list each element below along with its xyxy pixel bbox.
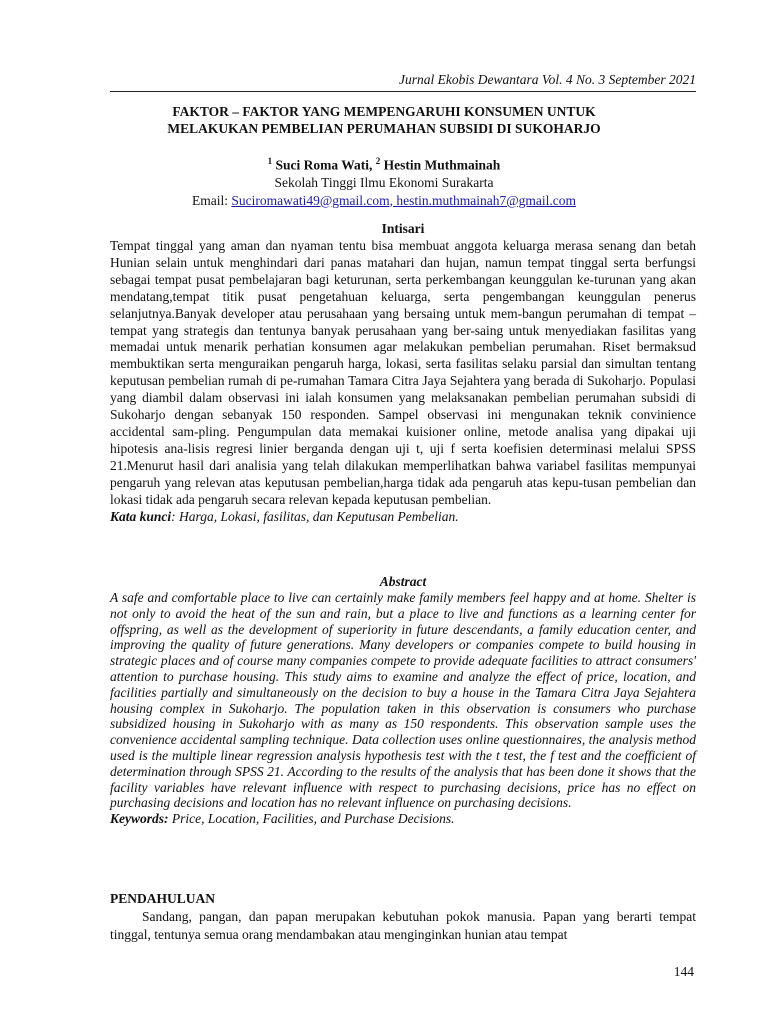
author-1-name: Suci Roma Wati, bbox=[275, 157, 373, 173]
email-link[interactable]: Suciromawati49@gmail.com, hestin.muthmainah7@gmail.com bbox=[231, 192, 577, 208]
intisari-text: Tempat tinggal yang aman dan nyaman tentu bisa membuat anggota keluarga merasa senang dan betah Hunian selain untuk menghindari dari panas matahari dan hujan, namun tempat tinggal serta berfungsi sebagai tempat pusat pembelajaran bagi keturunan, serta perkembangan keunggulan ke-turunan yang akan mendatang,tempat titik pusat pengetahuan keluarga, serta pengembangan keunggulan penerus selanjutnya.Banyak developer atau perusahaan yang bersaing untuk mem-bangun perumahan di tempat – tempat yang strategis dan tentunya banyak perusahaan yang ber-saing untuk menyediakan fasilitas yang memadai untuk menarik perhatian konsumen agar melakukan pembelian perumahan. Riset bermaksud membuktikan serta menguraikan pengaruh harga, lokasi, serta fasilitas selaku parsial dan simultan tentang keputusan pembelian rumah di pe-rumahan Tamara Citra Jaya Sejahtera yang berada di Sukoharjo. Populasi yang diambil dalam observasi ini ialah konsumen yang melaksanakan pembelian perumahan subsidi di Sukoharjo dengan sebanyak 150 responden. Sampel observasi ini mengunakan teknik convinience accidental sam-pling. Pengumpulan data memakai kuisioner online, metode analisa yang dipakai uji hipotesis ana-lisis regresi linier berganda dengan uji t, uji f serta koefisien determinasi melalui SPSS 21.Menurut hasil dari analisia yang telah dilakukan memperlihatkan bahwa variabel fasilitas mempunyai pengaruh yang relevan atas keputusan pembelian,harga tidak ada pengaruh atas kepu-tusan pembelian dan lokasi tidak ada pengaruh secara relevan kepada keputusan pembelian. bbox=[110, 238, 696, 507]
abstract-heading: Abstract bbox=[379, 574, 427, 589]
email-line bbox=[100, 192, 668, 210]
title-line-1: FAKTOR – FAKTOR YANG MEMPENGARUHI KONSUMEN UNTUK bbox=[172, 104, 596, 119]
intisari-keywords-text: : Harga, Lokasi, fasilitas, dan Keputusan Pembelian. bbox=[171, 508, 459, 524]
paper-title bbox=[100, 103, 668, 137]
author-1-sup: 1 bbox=[267, 156, 273, 166]
abstract-keywords-text: Price, Location, Facilities, and Purchase Decisions. bbox=[168, 811, 455, 827]
abstract-text: A safe and comfortable place to live can certainly make family members feel happy and at home. Shelter is not only to avoid the heat of the sun and rain, but a place to live and functions as a learning center for offspring, as well as the development of superiority in future descendants, a family education center, and improving the quality of future generations. Many developers or companies compete to build housing in strategic places and of course many companies compete to provide adequate facilities to attract consumers' attention to purchase housing. This study aims to examine and analyze the effect of price, location, and facilities partially and simultaneously on the decision to buy a house in the Tamara Citra Jaya Sejahtera housing complex in Sukoharjo. The population taken in this observation is consumers who purchase subsidized housing in Sukoharjo with as many as 150 respondents. This observation sample uses the convenience accidental sampling technique. Data collection uses online questionnaires, the analysis method used is the multiple linear regression analysis hypothesis test with the t test, the f test and the coefficient of determination through SPSS 21. According to the results of the analysis that has been done it shows that the facility variables have relevant influence with respect to purchasing decisions, price has no effect on purchasing decisions and location has no relevant influence on purchasing decisions. bbox=[110, 590, 696, 811]
intisari-heading: Intisari bbox=[381, 221, 425, 236]
intisari-keywords bbox=[110, 509, 696, 526]
author-2-name: Hestin Muthmainah bbox=[383, 157, 501, 173]
pendahuluan-text: Sandang, pangan, dan papan merupakan kebutuhan pokok manusia. Papan yang berarti tempat tinggal, tentunya semua orang mendambakan atau menginginkan hunian atau tempat bbox=[110, 909, 696, 942]
intisari-keywords-label: Kata kunci bbox=[110, 508, 172, 524]
affiliation: Sekolah Tinggi Ilmu Ekonomi Surakarta bbox=[274, 175, 494, 190]
abstract-keywords-label: Keywords: bbox=[110, 811, 169, 827]
abstract-section bbox=[110, 590, 696, 827]
author-names bbox=[100, 153, 668, 174]
page-number: 144 bbox=[673, 964, 694, 979]
author-block bbox=[100, 153, 668, 209]
journal-header: Jurnal Ekobis Dewantara Vol. 4 No. 3 September 2021 bbox=[110, 72, 696, 92]
pendahuluan-heading: PENDAHULUAN bbox=[110, 891, 216, 906]
title-line-2: MELAKUKAN PEMBELIAN PERUMAHAN SUBSIDI DI SUKOHARJO bbox=[167, 121, 601, 136]
email-label: Email: bbox=[191, 192, 228, 208]
author-2-sup: 2 bbox=[375, 156, 381, 166]
abstract-keywords bbox=[110, 811, 696, 827]
intisari-section bbox=[110, 238, 696, 525]
